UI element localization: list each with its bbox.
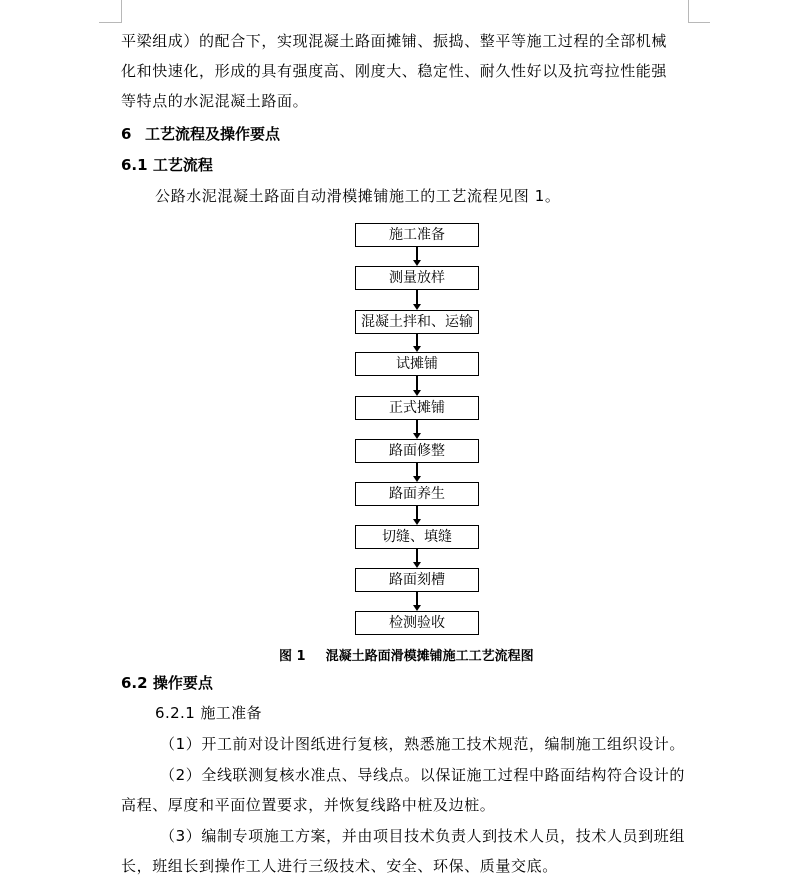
flowchart-step-box: 路面修整 <box>355 439 479 463</box>
section-heading-6-2 <box>121 673 213 693</box>
list-item-2-line-1: （2）全线联测复核水准点、导线点。以保证施工过程中路面结构符合设计的 <box>160 766 685 784</box>
flowchart-arrow <box>416 290 418 310</box>
section-title: 工艺流程 <box>152 156 213 174</box>
arrow-shaft <box>416 290 418 305</box>
section-title: 工艺流程及操作要点 <box>145 125 281 143</box>
flowchart-step-box: 测量放样 <box>355 266 479 290</box>
flowchart-step-box: 混凝土拌和、运输 <box>355 310 479 334</box>
figure-number: 图 1 <box>279 649 306 664</box>
section-heading-6 <box>121 124 280 144</box>
figure-title: 混凝土路面滑模摊铺施工工艺流程图 <box>325 649 534 664</box>
section-title: 操作要点 <box>152 674 213 692</box>
crop-mark-top-left-vertical <box>121 0 122 22</box>
section-heading-6-1 <box>121 155 213 175</box>
list-item-3-line-1: （3）编制专项施工方案，并由项目技术负责人到技术人员，技术人员到班组 <box>160 827 685 845</box>
arrow-shaft <box>416 592 418 606</box>
section-number: 6.2 <box>121 674 148 692</box>
flowchart-arrow <box>416 549 418 568</box>
list-item-2-line-2: 高程、厚度和平面位置要求，并恢复线路中桩及边桩。 <box>121 796 496 814</box>
arrow-shaft <box>416 506 418 520</box>
paragraph-line: 平梁组成）的配合下，实现混凝土路面摊铺、振捣、整平等施工过程的全部机械 <box>121 32 668 50</box>
list-item-3-line-2: 长，班组长到操作工人进行三级技术、安全、环保、质量交底。 <box>121 857 558 875</box>
paragraph-line: 等特点的水泥混凝土路面。 <box>121 92 309 110</box>
flowchart-arrow <box>416 420 418 439</box>
subsection-number: 6.2.1 <box>155 704 196 722</box>
flowchart-arrow <box>416 463 418 482</box>
flowchart-step-box: 施工准备 <box>355 223 479 247</box>
flowchart-step-box: 正式摊铺 <box>355 396 479 420</box>
arrow-shaft <box>416 463 418 477</box>
flowchart-step-box: 切缝、填缝 <box>355 525 479 549</box>
crop-mark-top-right-vertical <box>688 0 689 22</box>
arrow-shaft <box>416 247 418 261</box>
flowchart-arrow <box>416 592 418 611</box>
figure-caption <box>279 648 534 666</box>
arrow-shaft <box>416 376 418 391</box>
flowchart-step-box: 试摊铺 <box>355 352 479 376</box>
flowchart-step-box: 路面刻槽 <box>355 568 479 592</box>
paragraph-line: 化和快速化，形成的具有强度高、刚度大、稳定性、耐久性好以及抗弯拉性能强 <box>121 62 668 80</box>
flowchart-arrow <box>416 376 418 396</box>
list-item-1: （1）开工前对设计图纸进行复核，熟悉施工技术规范，编制施工组织设计。 <box>160 735 685 753</box>
flowchart-arrow <box>416 334 418 352</box>
flowchart-step-box: 路面养生 <box>355 482 479 506</box>
crop-mark-top-left-horizontal <box>99 22 122 23</box>
flowchart-arrow <box>416 247 418 266</box>
flowchart-arrow <box>416 506 418 525</box>
crop-mark-top-right-horizontal <box>688 22 710 23</box>
section-number: 6 <box>121 125 132 143</box>
section-number: 6.1 <box>121 156 148 174</box>
flowchart-step-box: 检测验收 <box>355 611 479 635</box>
arrow-shaft <box>416 420 418 434</box>
flow-intro-text: 公路水泥混凝土路面自动滑模摊铺施工的工艺流程见图 1。 <box>155 187 561 205</box>
arrow-shaft <box>416 549 418 563</box>
subsection-heading-6-2-1 <box>155 703 262 723</box>
subsection-title: 施工准备 <box>200 704 262 722</box>
